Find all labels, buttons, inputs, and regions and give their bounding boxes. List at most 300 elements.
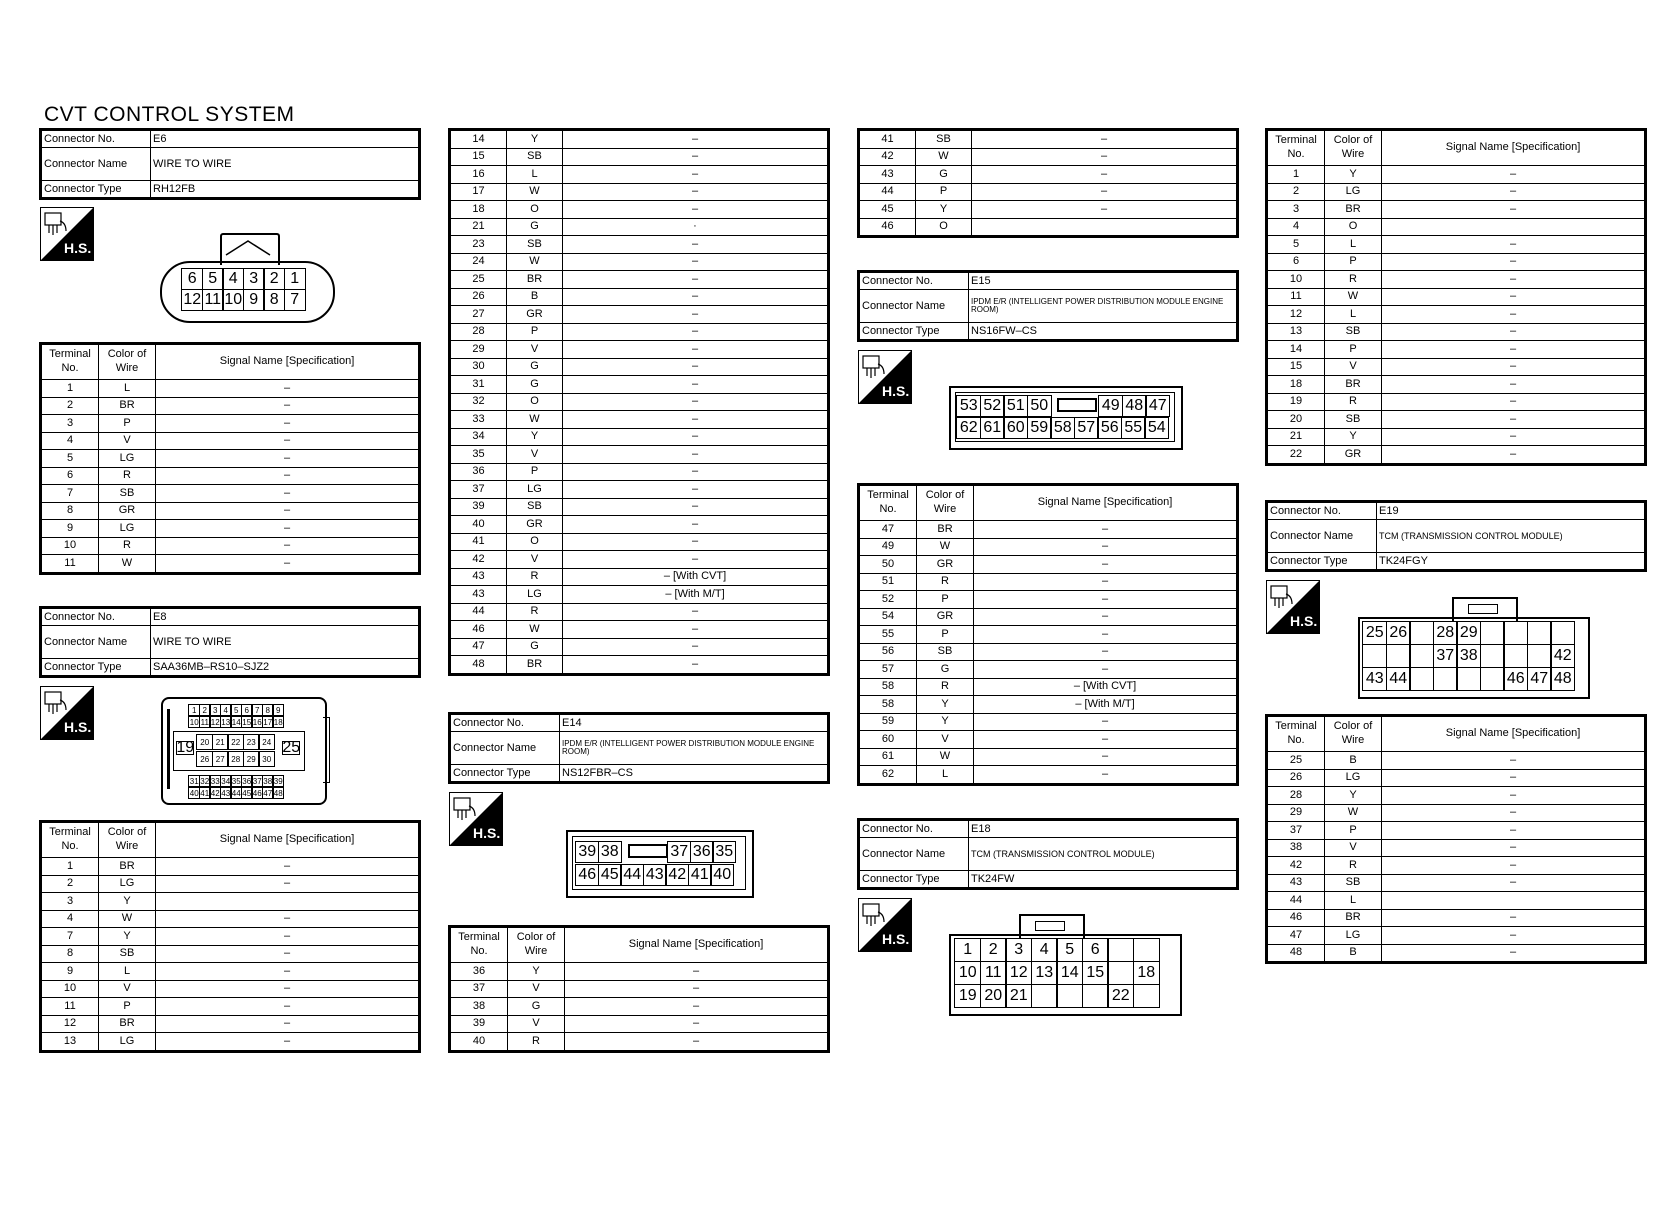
terminal-no-cell: 29 [451, 341, 507, 359]
signal-name-cell: – [563, 393, 828, 411]
terminal-table-e19 [1265, 714, 1647, 964]
wire-color-cell: BR [917, 521, 974, 539]
connector-pin: 7 [251, 704, 263, 716]
wire-color-cell: L [1325, 236, 1382, 254]
connector-pin: 4 [222, 268, 244, 290]
terminal-no-cell: 40 [451, 1033, 508, 1051]
terminal-no-cell: 4 [1268, 218, 1325, 236]
table-row [42, 537, 419, 555]
signal-name-cell: – [156, 910, 419, 928]
terminal-no-cell: 2 [1268, 183, 1325, 201]
terminal-no-cell: 2 [42, 397, 99, 415]
table-row [451, 131, 828, 149]
signal-name-cell: – [1382, 752, 1645, 770]
wire-color-cell: O [1325, 218, 1382, 236]
terminal-no-cell: 11 [42, 998, 99, 1016]
signal-name-cell: – [563, 603, 828, 621]
connector-pin: 47 [263, 788, 273, 798]
signal-name-cell: – [1382, 236, 1645, 254]
terminal-no-cell: 3 [1268, 201, 1325, 219]
signal-name-cell: – [563, 358, 828, 376]
connector-no-label: Connector No. [451, 715, 560, 732]
wire-color-cell: LG [507, 586, 563, 604]
wire-color-cell: Y [917, 696, 974, 714]
connector-pin: 15 [1082, 961, 1109, 985]
wire-color-cell: P [917, 626, 974, 644]
terminal-no-cell: 10 [42, 980, 99, 998]
connector-no-value: E6 [151, 131, 419, 148]
table-row [42, 1015, 419, 1033]
wire-color-cell: BR [99, 858, 156, 876]
wire-color-cell: R [917, 573, 974, 591]
signal-name-cell: – [1382, 822, 1645, 840]
table-row [451, 998, 828, 1016]
terminal-no-cell: 8 [42, 945, 99, 963]
signal-name-cell: – [156, 520, 419, 538]
connector-pin: 10 [954, 961, 981, 985]
wire-color-cell: W [1325, 288, 1382, 306]
wire-color-cell: LG [99, 1033, 156, 1051]
terminal-table-e8 [39, 820, 421, 1053]
connector-name-label: Connector Name [1268, 520, 1377, 553]
connector-pin: 12 [1005, 961, 1032, 985]
table-row [1268, 358, 1645, 376]
wire-color-cell: BR [1325, 376, 1382, 394]
terminal-table-e8-continued [448, 128, 830, 676]
terminal-no-cell: 61 [860, 748, 917, 766]
table-row [860, 766, 1237, 784]
wire-color-cell: SB [99, 485, 156, 503]
connector-type-value: RH12FB [151, 181, 419, 198]
wire-color-cell: W [917, 538, 974, 556]
connector-pin: 10 [222, 289, 244, 311]
wire-color-cell: R [99, 467, 156, 485]
connector-name-value: WIRE TO WIRE [151, 148, 419, 181]
terminal-no-cell: 46 [860, 218, 916, 236]
table-row [451, 638, 828, 656]
signal-name-cell: – [565, 963, 828, 981]
connector-pin [1480, 667, 1505, 691]
connector-pin: 57 [1074, 417, 1099, 439]
signal-name-cell: – [563, 201, 828, 219]
hs-label: H.S. [882, 931, 910, 947]
wire-color-cell: V [508, 980, 565, 998]
wire-color-cell: B [1325, 944, 1382, 962]
wire-color-cell: GR [99, 502, 156, 520]
signal-name-cell: – [156, 415, 419, 433]
signal-name-cell: – [1382, 787, 1645, 805]
connector-pin: 11 [980, 961, 1007, 985]
connector-no-label: Connector No. [860, 273, 969, 290]
wire-color-cell: V [1325, 839, 1382, 857]
signal-name-cell: – [1382, 874, 1645, 892]
connector-pin: 27 [212, 751, 229, 767]
connector-pin: 14 [231, 717, 241, 727]
signal-name-cell: – [156, 928, 419, 946]
wire-color-cell: W [99, 555, 156, 573]
terminal-no-cell: 44 [451, 603, 507, 621]
connector-type-label: Connector Type [42, 659, 151, 676]
signal-name-cell: – [972, 166, 1237, 184]
signal-name-cell: – [563, 533, 828, 551]
table-row [1268, 166, 1645, 184]
connector-info-e15 [857, 270, 1239, 342]
signal-name-cell: – [563, 481, 828, 499]
table-row [1268, 804, 1645, 822]
table-row [860, 608, 1237, 626]
connector-pin: 45 [242, 788, 252, 798]
connector-type-value: SAA36MB–RS10–SJZ2 [151, 659, 419, 676]
connector-pin: 55 [1121, 417, 1146, 439]
wire-color-cell: Y [508, 963, 565, 981]
terminal-no-cell: 13 [1268, 323, 1325, 341]
signal-name-cell: – [974, 766, 1237, 784]
signal-name-cell: – [563, 516, 828, 534]
signal-name-cell: – [With M/T] [974, 696, 1237, 714]
wire-color-cell: Y [916, 201, 972, 219]
signal-name-cell: – [563, 428, 828, 446]
connector-info-e19 [1265, 500, 1647, 572]
wire-color-cell: P [917, 591, 974, 609]
wire-color-cell: O [916, 218, 972, 236]
table-row [451, 271, 828, 289]
terminal-no-cell: 29 [1268, 804, 1325, 822]
signal-name-cell: – [974, 556, 1237, 574]
connector-pin: 8 [262, 704, 274, 716]
connector-pin: 17 [263, 717, 273, 727]
terminal-no-cell: 54 [860, 608, 917, 626]
table-row [451, 516, 828, 534]
terminal-no-cell: 43 [1268, 874, 1325, 892]
connector-pin: 22 [227, 734, 244, 750]
connector-pin: 5 [1056, 938, 1083, 962]
connector-pin: 60 [1003, 417, 1028, 439]
terminal-no-cell: 15 [451, 148, 507, 166]
wire-color-cell: SB [507, 148, 563, 166]
harness-side-icon [40, 686, 94, 740]
connector-pin: 36 [690, 841, 714, 863]
connector-pin: 1 [188, 704, 200, 716]
connector-type-value: NS16FW–CS [969, 323, 1237, 340]
signal-name-cell: – [565, 1033, 828, 1051]
connector-pin: 42 [665, 864, 689, 886]
signal-name-cell: – [1382, 428, 1645, 446]
signal-name-cell: – [972, 131, 1237, 149]
table-row [1268, 411, 1645, 429]
wire-color-cell: W [99, 910, 156, 928]
connector-pin [1527, 644, 1552, 668]
signal-name-cell: – [974, 731, 1237, 749]
signal-name-cell: – [With CVT] [974, 678, 1237, 696]
wire-color-cell: SB [1325, 411, 1382, 429]
wire-color-cell: O [507, 201, 563, 219]
connector-pin: 12 [210, 717, 220, 727]
table-row [451, 183, 828, 201]
connector-pin [1082, 984, 1109, 1008]
terminal-no-cell: 28 [1268, 787, 1325, 805]
signal-name-cell: – [563, 323, 828, 341]
wire-color-cell: W [507, 253, 563, 271]
signal-name-cell: – [974, 661, 1237, 679]
wire-color-cell: LG [507, 481, 563, 499]
connector-pin: 2 [263, 268, 285, 290]
table-row [451, 980, 828, 998]
terminal-no-cell: 9 [42, 520, 99, 538]
wire-color-cell: Y [507, 428, 563, 446]
signal-name-cell: – [1382, 358, 1645, 376]
signal-name-cell: – [974, 626, 1237, 644]
terminal-no-cell: 55 [860, 626, 917, 644]
table-row [451, 586, 828, 604]
signal-name-cell: – [1382, 288, 1645, 306]
wire-color-cell: V [507, 446, 563, 464]
terminal-no-cell: 11 [1268, 288, 1325, 306]
table-row [42, 910, 419, 928]
terminal-no-cell: 21 [1268, 428, 1325, 446]
terminal-no-cell: 43 [451, 586, 507, 604]
table-row [1268, 874, 1645, 892]
connector-name-value: IPDM E/R (INTELLIGENT POWER DISTRIBUTION MODULE ENGINE ROOM) [560, 732, 828, 765]
table-row [1268, 428, 1645, 446]
connector-pin: 19 [954, 984, 981, 1008]
table-row [1268, 892, 1645, 910]
connector-pin [1409, 667, 1434, 691]
connector-pin: 9 [243, 289, 265, 311]
connector-pin [1133, 984, 1160, 1008]
wire-color-cell: W [1325, 804, 1382, 822]
wire-color-cell: L [917, 766, 974, 784]
wire-color-cell: V [99, 980, 156, 998]
table-row [42, 467, 419, 485]
connector-pin [1056, 984, 1083, 1008]
connector-pin: 49 [1098, 395, 1123, 417]
connector-pin: 20 [980, 984, 1007, 1008]
hs-label: H.S. [1290, 613, 1318, 629]
connector-pin: 48 [1550, 667, 1575, 691]
connector-pin: 36 [242, 776, 252, 786]
connector-info-e18 [857, 818, 1239, 890]
table-row [1268, 857, 1645, 875]
terminal-no-cell: 8 [42, 502, 99, 520]
signal-name-cell: – [974, 573, 1237, 591]
table-row [451, 551, 828, 569]
connector-pin: 40 [189, 788, 199, 798]
terminal-no-cell: 48 [1268, 944, 1325, 962]
terminal-table-e18 [1265, 128, 1647, 466]
wire-color-cell: R [507, 568, 563, 586]
connector-pin: 5 [202, 268, 224, 290]
hs-label: H.S. [882, 383, 910, 399]
wire-color-cell: R [917, 678, 974, 696]
wire-color-cell: B [1325, 752, 1382, 770]
connector-pin: 9 [272, 704, 284, 716]
signal-name-cell [972, 218, 1237, 236]
connector-pin: 29 [1456, 621, 1481, 645]
connector-pin: 18 [273, 717, 283, 727]
signal-name-cell: – [974, 643, 1237, 661]
wire-color-cell: BR [1325, 909, 1382, 927]
table-row [860, 556, 1237, 574]
connector-type-value: TK24FW [969, 871, 1237, 888]
wire-color-cell: P [1325, 253, 1382, 271]
connector-pin: 7 [284, 289, 306, 311]
terminal-table-e14 [448, 925, 830, 1053]
terminal-no-cell: 46 [1268, 909, 1325, 927]
connector-pin: 38 [598, 841, 622, 863]
connector-pin: 52 [980, 395, 1005, 417]
wire-color-cell: W [916, 148, 972, 166]
connector-pin: 47 [1145, 395, 1170, 417]
terminal-no-cell: 7 [42, 928, 99, 946]
table-row [1268, 839, 1645, 857]
table-row [451, 201, 828, 219]
table-row [451, 148, 828, 166]
signal-header: Signal Name [Specification] [156, 345, 419, 380]
wire-color-cell: LG [1325, 769, 1382, 787]
connector-pin: 11 [202, 289, 224, 311]
connector-pin [1503, 644, 1528, 668]
connector-pin: 43 [643, 864, 667, 886]
wire-color-cell: Y [507, 131, 563, 149]
table-row [860, 731, 1237, 749]
wire-color-cell: L [507, 166, 563, 184]
terminal-no-header: Terminal No. [451, 928, 508, 963]
table-row [42, 893, 419, 911]
connector-pin [1480, 621, 1505, 645]
terminal-no-cell: 12 [42, 1015, 99, 1033]
signal-name-cell [156, 893, 419, 911]
wire-color-cell: LG [1325, 183, 1382, 201]
terminal-no-cell: 42 [451, 551, 507, 569]
terminal-no-cell: 21 [451, 218, 507, 236]
connector-pin: 42 [1550, 644, 1575, 668]
signal-name-cell: – [156, 537, 419, 555]
connector-type-value: TK24FGY [1377, 553, 1645, 570]
terminal-no-cell: 39 [451, 1015, 508, 1033]
terminal-no-cell: 24 [451, 253, 507, 271]
connector-name-label: Connector Name [860, 290, 969, 323]
connector-pin: 47 [1527, 667, 1552, 691]
connector-no-label: Connector No. [42, 609, 151, 626]
connector-no-label: Connector No. [1268, 503, 1377, 520]
signal-name-cell: – [563, 306, 828, 324]
pin-grid [182, 269, 305, 310]
connector-pin [1409, 621, 1434, 645]
table-row [860, 661, 1237, 679]
connector-pin: 33 [210, 776, 220, 786]
table-row [1268, 787, 1645, 805]
color-header: Color of Wire [917, 486, 974, 521]
connector-name-label: Connector Name [451, 732, 560, 765]
connector-pin: 6 [1082, 938, 1109, 962]
table-row [1268, 288, 1645, 306]
signal-name-cell: – [563, 341, 828, 359]
connector-type-label: Connector Type [451, 765, 560, 782]
connector-pin: 28 [1433, 621, 1458, 645]
terminal-no-cell: 37 [451, 980, 508, 998]
terminal-no-cell: 37 [1268, 822, 1325, 840]
connector-pin [1433, 667, 1458, 691]
connector-pin: 53 [956, 395, 981, 417]
color-header: Color of Wire [1325, 717, 1382, 752]
table-row [451, 446, 828, 464]
harness-side-icon [40, 207, 94, 261]
wire-color-cell: P [507, 323, 563, 341]
terminal-no-cell: 34 [451, 428, 507, 446]
wire-color-cell: P [99, 415, 156, 433]
terminal-no-cell: 39 [451, 498, 507, 516]
table-row [451, 393, 828, 411]
wire-color-cell: R [1325, 393, 1382, 411]
terminal-no-cell: 11 [42, 555, 99, 573]
table-row [1268, 393, 1645, 411]
table-row [860, 591, 1237, 609]
signal-name-cell: – [1382, 271, 1645, 289]
harness-side-icon [858, 350, 912, 404]
terminal-no-cell: 30 [451, 358, 507, 376]
signal-name-cell: – [1382, 446, 1645, 464]
wire-color-cell: GR [917, 556, 974, 574]
connector-type-label: Connector Type [42, 181, 151, 198]
table-row [860, 713, 1237, 731]
connector-pin: 62 [956, 417, 981, 439]
table-row [451, 481, 828, 499]
signal-name-cell [1382, 218, 1645, 236]
signal-name-cell: – [With CVT] [563, 568, 828, 586]
connector-pin [1409, 644, 1434, 668]
terminal-no-header: Terminal No. [42, 345, 99, 380]
connector-pin: 26 [196, 751, 213, 767]
table-row [451, 253, 828, 271]
connector-pin: 4 [220, 704, 232, 716]
terminal-no-cell: 16 [451, 166, 507, 184]
signal-name-cell: – [1382, 393, 1645, 411]
connector-pin: 35 [231, 776, 241, 786]
connector-pin: 39 [273, 776, 283, 786]
table-row [860, 678, 1237, 696]
terminal-no-cell: 49 [860, 538, 917, 556]
terminal-no-cell: 26 [1268, 769, 1325, 787]
signal-name-cell: – [563, 131, 828, 149]
signal-name-cell: – [972, 183, 1237, 201]
signal-name-cell: – [1382, 183, 1645, 201]
signal-name-cell: – [563, 253, 828, 271]
connector-pin: 2 [199, 704, 211, 716]
signal-name-cell: – [563, 411, 828, 429]
terminal-no-cell: 13 [42, 1033, 99, 1051]
wire-color-cell: L [1325, 306, 1382, 324]
wire-color-cell: GR [917, 608, 974, 626]
wire-color-cell: O [507, 393, 563, 411]
signal-name-cell: – [1382, 323, 1645, 341]
signal-name-cell: – [1382, 201, 1645, 219]
signal-name-cell: – [563, 638, 828, 656]
connector-info-e6 [39, 128, 421, 200]
terminal-table-e6 [39, 342, 421, 575]
terminal-no-cell: 46 [451, 621, 507, 639]
wire-color-cell: P [1325, 341, 1382, 359]
table-row [1268, 752, 1645, 770]
table-row [451, 218, 828, 236]
table-row [451, 498, 828, 516]
table-row [451, 288, 828, 306]
connector-pin: 42 [210, 788, 220, 798]
connector-pin: 44 [620, 864, 644, 886]
connector-pin: 28 [227, 751, 244, 767]
terminal-no-cell: 5 [1268, 236, 1325, 254]
signal-name-cell: – [1382, 804, 1645, 822]
wire-color-cell: Y [917, 713, 974, 731]
